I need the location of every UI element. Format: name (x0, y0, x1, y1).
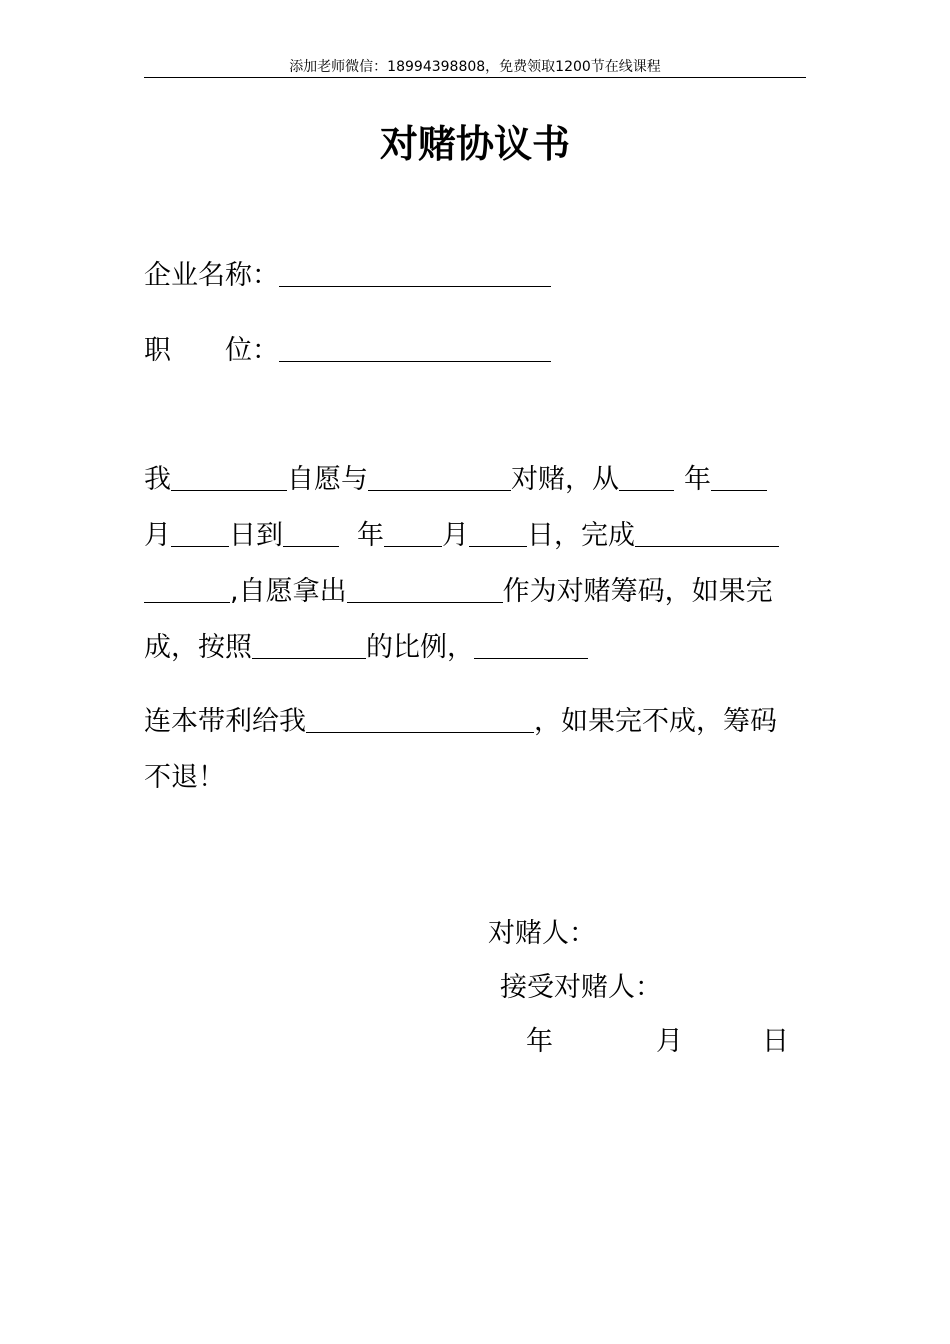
body-text: 的比例， (366, 632, 474, 663)
start-day-blank[interactable] (171, 522, 229, 547)
ratio-blank[interactable] (252, 634, 366, 659)
body-text: 不退！ (144, 762, 225, 793)
body-text: 月 (442, 520, 469, 551)
counterparty-blank[interactable] (368, 466, 511, 491)
body-text: 我 (144, 464, 171, 495)
return-amount-blank[interactable] (306, 708, 534, 733)
body-line-5 (144, 704, 777, 740)
body-text: 对赌，从 (511, 464, 619, 495)
body-text: 自愿与 (287, 464, 368, 495)
body-text: 日，完成 (527, 520, 635, 551)
acceptor-signature-label: 接受对赌人： (500, 972, 662, 1003)
end-year-blank[interactable] (283, 522, 339, 547)
body-line-3 (144, 574, 773, 610)
company-name-label: 企业名称： (144, 260, 279, 291)
body-line-6 (144, 760, 225, 796)
position-field (144, 333, 551, 369)
payout-blank[interactable] (474, 634, 588, 659)
header-divider (144, 77, 806, 78)
header-note: 添加老师微信：18994398808，免费领取1200节在线课程 (289, 59, 661, 75)
date-year-label: 年 (526, 1026, 553, 1057)
position-label-first: 职 (144, 335, 171, 366)
date-day-label: 日 (762, 1026, 789, 1057)
position-blank[interactable] (279, 337, 551, 362)
body-text: 年 (684, 464, 711, 495)
body-line-1 (144, 462, 767, 498)
body-text: 连本带利给我 (144, 706, 306, 737)
end-month-blank[interactable] (384, 522, 442, 547)
document-title: 对赌协议书 (379, 122, 570, 166)
date-month-label: 月 (656, 1026, 683, 1057)
bettor-name-blank[interactable] (171, 466, 287, 491)
body-text: 日到 (229, 520, 283, 551)
start-year-blank[interactable] (619, 466, 674, 491)
company-name-field (144, 258, 551, 294)
bettor-signature-label: 对赌人： (488, 918, 596, 949)
body-line-2 (144, 518, 779, 554)
body-line-4 (144, 630, 588, 666)
body-text: 成，按照 (144, 632, 252, 663)
body-text: ,自愿拿出 (230, 576, 347, 607)
body-text: 月 (144, 520, 171, 551)
start-month-blank[interactable] (711, 466, 767, 491)
body-text: 作为对赌筹码，如果完 (502, 576, 773, 607)
goal-blank[interactable] (635, 522, 779, 547)
end-day-blank[interactable] (469, 522, 527, 547)
goal-continued-blank[interactable] (144, 578, 230, 603)
body-text: ，如果完不成，筹码 (534, 706, 777, 737)
body-text: 年 (357, 520, 384, 551)
company-name-blank[interactable] (279, 262, 551, 287)
stake-blank[interactable] (347, 578, 503, 603)
position-label-second: 位： (225, 335, 279, 366)
